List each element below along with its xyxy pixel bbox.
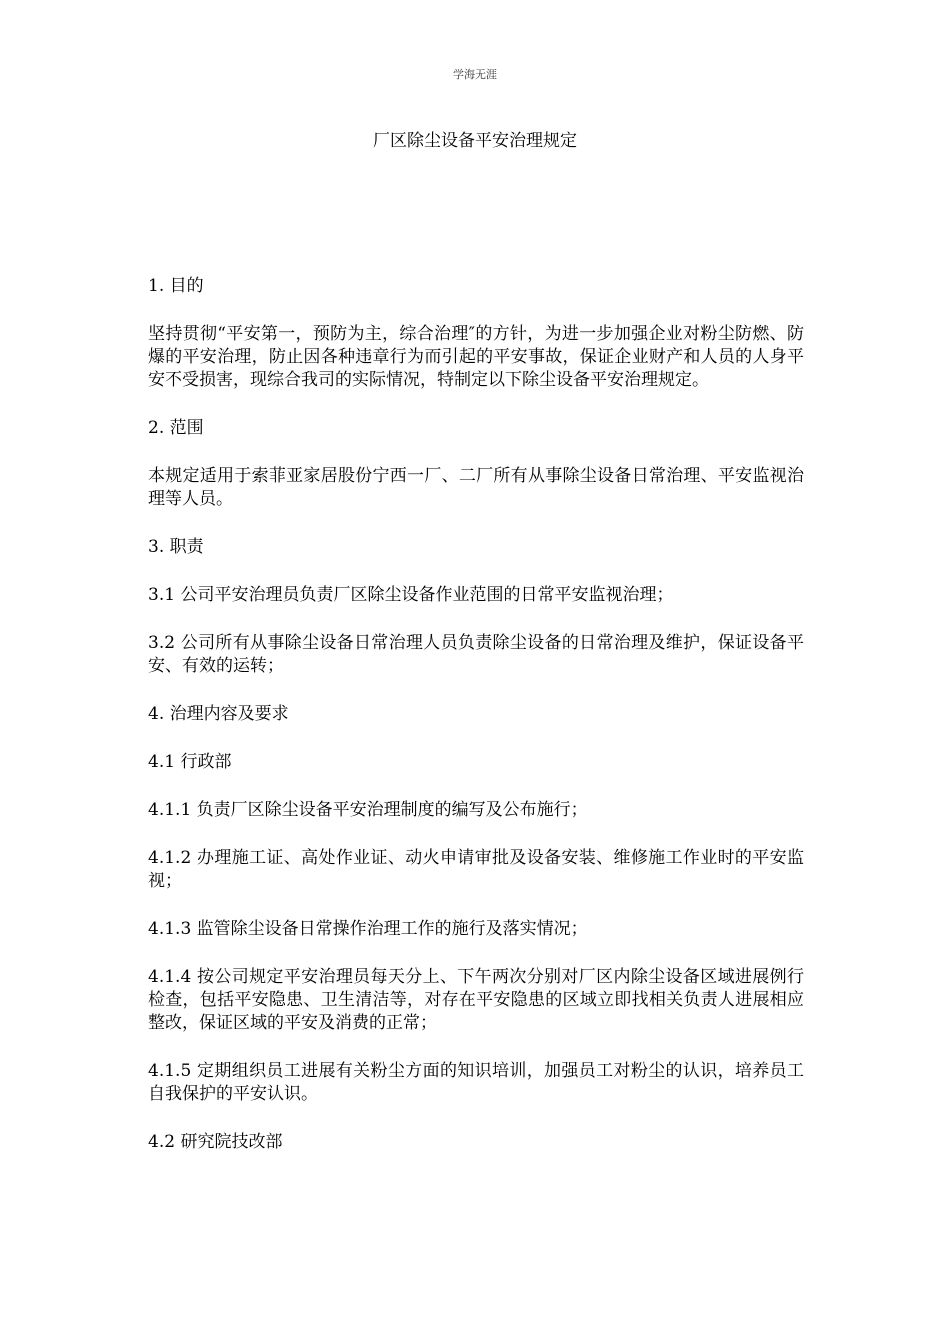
paragraph-4-1-4: 4.1.4 按公司规定平安治理员每天分上、下午两次分别对厂区内除尘设备区域进展例行检查，包括平安隐患、卫生清洁等，对存在平安隐患的区域立即找相关负责人进展相应整改，保证区域的平安及消费的正常； bbox=[148, 967, 804, 1033]
paragraph-scope: 本规定适用于索菲亚家居股份宁西一厂、二厂所有从事除尘设备日常治理、平安监视治理等人员。 bbox=[148, 466, 804, 509]
document-title: 厂区除尘设备平安治理规定 bbox=[373, 131, 577, 151]
page-header: 学海无涯 bbox=[453, 68, 497, 81]
paragraph-4-1-2: 4.1.2 办理施工证、高处作业证、动火申请审批及设备安装、维修施工作业时的平安监视； bbox=[148, 848, 804, 891]
section-heading-responsibilities: 3. 职责 bbox=[148, 537, 204, 557]
section-heading-scope: 2. 范围 bbox=[148, 418, 204, 438]
section-heading-management: 4. 治理内容及要求 bbox=[148, 704, 289, 724]
subsection-heading-4-1: 4.1 行政部 bbox=[148, 752, 232, 772]
paragraph-3-1: 3.1 公司平安治理员负责厂区除尘设备作业范围的日常平安监视治理； bbox=[148, 585, 674, 605]
paragraph-4-1-1: 4.1.1 负责厂区除尘设备平安治理制度的编写及公布施行； bbox=[148, 800, 588, 820]
paragraph-3-2: 3.2 公司所有从事除尘设备日常治理人员负责除尘设备的日常治理及维护，保证设备平安、有效的运转； bbox=[148, 633, 804, 676]
document-body bbox=[148, 275, 804, 1179]
subsection-heading-4-2: 4.2 研究院技改部 bbox=[148, 1132, 283, 1152]
paragraph-purpose: 坚持贯彻“平安第一，预防为主，综合治理″的方针，为进一步加强企业对粉尘防燃、防爆的平安治理，防止因各种违章行为而引起的平安事故，保证企业财产和人员的人身平安不受损害，现综合我司的实际情况，特制定以下除尘设备平安治理规定。 bbox=[148, 324, 804, 390]
paragraph-4-1-5: 4.1.5 定期组织员工进展有关粉尘方面的知识培训，加强员工对粉尘的认识，培养员工自我保护的平安认识。 bbox=[148, 1061, 804, 1104]
section-heading-purpose: 1. 目的 bbox=[148, 276, 204, 296]
paragraph-4-1-3: 4.1.3 监管除尘设备日常操作治理工作的施行及落实情况； bbox=[148, 919, 588, 939]
